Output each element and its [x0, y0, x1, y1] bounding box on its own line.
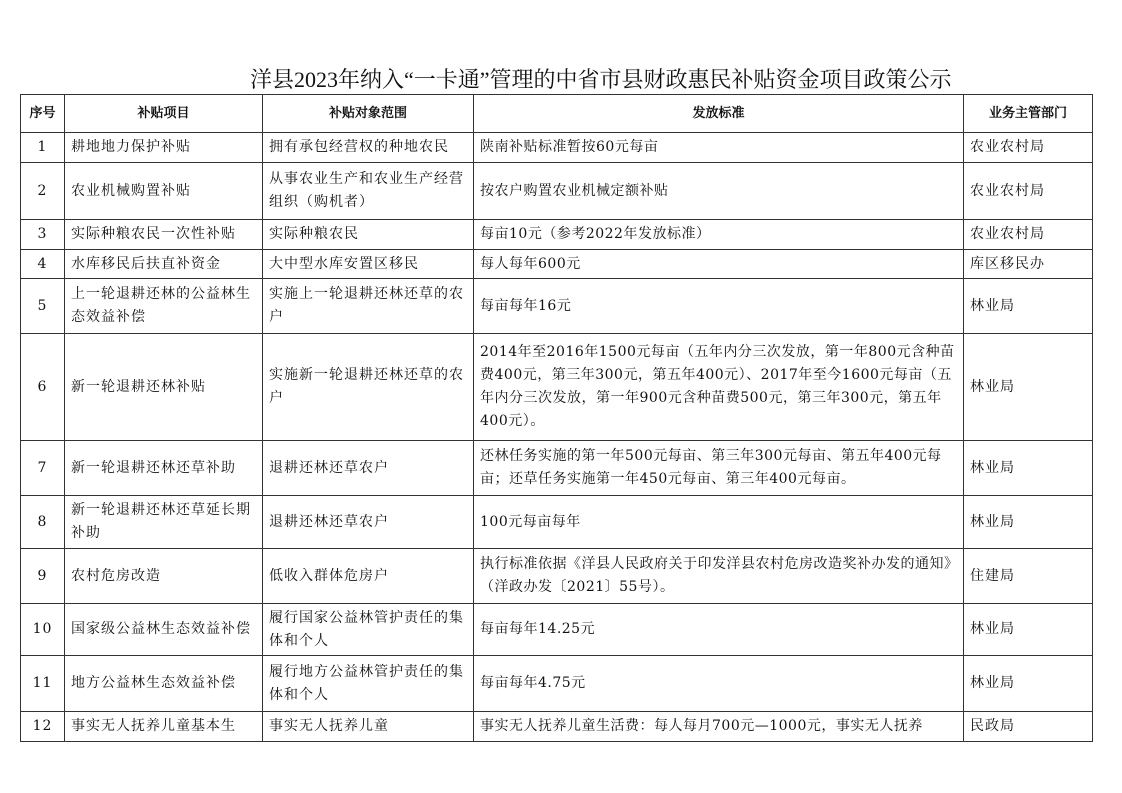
row-number: 11	[21, 656, 65, 712]
subsidy-target: 从事农业生产和农业生产经营组织（购机者）	[263, 163, 474, 220]
row-number: 7	[21, 441, 65, 496]
payment-standard: 每亩每年16元	[474, 279, 964, 334]
department: 住建局	[964, 549, 1093, 604]
row-number: 8	[21, 496, 65, 549]
policy-table	[20, 94, 1093, 742]
row-number: 12	[21, 712, 65, 742]
subsidy-item: 实际种粮农民一次性补贴	[65, 220, 263, 250]
row-number: 1	[21, 133, 65, 163]
payment-standard: 陕南补贴标准暂按60元每亩	[474, 133, 964, 163]
subsidy-item: 上一轮退耕还林的公益林生态效益补偿	[65, 279, 263, 334]
table-row	[21, 712, 1093, 742]
subsidy-item: 国家级公益林生态效益补偿	[65, 604, 263, 656]
table-row	[21, 133, 1093, 163]
payment-standard: 事实无人抚养儿童生活费：每人每月700元—1000元，事实无人抚养	[474, 712, 964, 742]
payment-standard: 按农户购置农业机械定额补贴	[474, 163, 964, 220]
table-row	[21, 604, 1093, 656]
department: 林业局	[964, 656, 1093, 712]
table-row	[21, 441, 1093, 496]
department: 库区移民办	[964, 250, 1093, 279]
department: 农业农村局	[964, 220, 1093, 250]
department: 林业局	[964, 441, 1093, 496]
subsidy-item: 新一轮退耕还林还草补助	[65, 441, 263, 496]
column-header-no: 序号	[21, 95, 65, 133]
payment-standard: 每人每年600元	[474, 250, 964, 279]
subsidy-target: 退耕还林还草农户	[263, 441, 474, 496]
table-row	[21, 496, 1093, 549]
subsidy-target: 退耕还林还草农户	[263, 496, 474, 549]
department: 民政局	[964, 712, 1093, 742]
subsidy-target: 实施新一轮退耕还林还草的农户	[263, 334, 474, 441]
table-row	[21, 250, 1093, 279]
payment-standard: 每亩每年14.25元	[474, 604, 964, 656]
subsidy-target: 履行地方公益林管护责任的集体和个人	[263, 656, 474, 712]
table-row	[21, 163, 1093, 220]
subsidy-item: 新一轮退耕还林补贴	[65, 334, 263, 441]
payment-standard: 每亩每年4.75元	[474, 656, 964, 712]
payment-standard: 执行标准依据《洋县人民政府关于印发洋县农村危房改造奖补办发的通知》（洋政办发〔2021〕55号）。	[474, 549, 964, 604]
department: 林业局	[964, 334, 1093, 441]
table-row	[21, 220, 1093, 250]
column-header-target: 补贴对象范围	[263, 95, 474, 133]
subsidy-item: 水库移民后扶直补资金	[65, 250, 263, 279]
subsidy-target: 实施上一轮退耕还林还草的农户	[263, 279, 474, 334]
row-number: 10	[21, 604, 65, 656]
department: 林业局	[964, 279, 1093, 334]
payment-standard: 100元每亩每年	[474, 496, 964, 549]
table-header-row	[21, 95, 1093, 133]
page-title: 洋县2023年纳入“一卡通”管理的中省市县财政惠民补贴资金项目政策公示	[250, 67, 952, 92]
department: 农业农村局	[964, 163, 1093, 220]
column-header-standard: 发放标准	[474, 95, 964, 133]
department: 林业局	[964, 604, 1093, 656]
table-row	[21, 334, 1093, 441]
payment-standard: 2014年至2016年1500元每亩（五年内分三次发放，第一年800元含种苗费400元，第三年300元，第五年400元）、2017年至今1600元每亩（五年内分三次发放，第一年900元含种苗费500元，第三年300元，第五年400元）。	[474, 334, 964, 441]
column-header-item: 补贴项目	[65, 95, 263, 133]
table-row	[21, 549, 1093, 604]
column-header-dept: 业务主管部门	[964, 95, 1093, 133]
subsidy-item: 地方公益林生态效益补偿	[65, 656, 263, 712]
subsidy-target: 实际种粮农民	[263, 220, 474, 250]
row-number: 5	[21, 279, 65, 334]
payment-standard: 还林任务实施的第一年500元每亩、第三年300元每亩、第五年400元每亩；还草任务实施第一年450元每亩、第三年400元每亩。	[474, 441, 964, 496]
table-row	[21, 279, 1093, 334]
payment-standard: 每亩10元（参考2022年发放标准）	[474, 220, 964, 250]
subsidy-item: 新一轮退耕还林还草延长期补助	[65, 496, 263, 549]
subsidy-target: 低收入群体危房户	[263, 549, 474, 604]
subsidy-target: 履行国家公益林管护责任的集体和个人	[263, 604, 474, 656]
subsidy-item: 事实无人抚养儿童基本生	[65, 712, 263, 742]
subsidy-target: 事实无人抚养儿童	[263, 712, 474, 742]
row-number: 4	[21, 250, 65, 279]
subsidy-target: 拥有承包经营权的种地农民	[263, 133, 474, 163]
department: 林业局	[964, 496, 1093, 549]
subsidy-item: 农业机械购置补贴	[65, 163, 263, 220]
row-number: 9	[21, 549, 65, 604]
row-number: 6	[21, 334, 65, 441]
department: 农业农村局	[964, 133, 1093, 163]
subsidy-item: 耕地地力保护补贴	[65, 133, 263, 163]
row-number: 3	[21, 220, 65, 250]
row-number: 2	[21, 163, 65, 220]
subsidy-item: 农村危房改造	[65, 549, 263, 604]
subsidy-target: 大中型水库安置区移民	[263, 250, 474, 279]
table-row	[21, 656, 1093, 712]
